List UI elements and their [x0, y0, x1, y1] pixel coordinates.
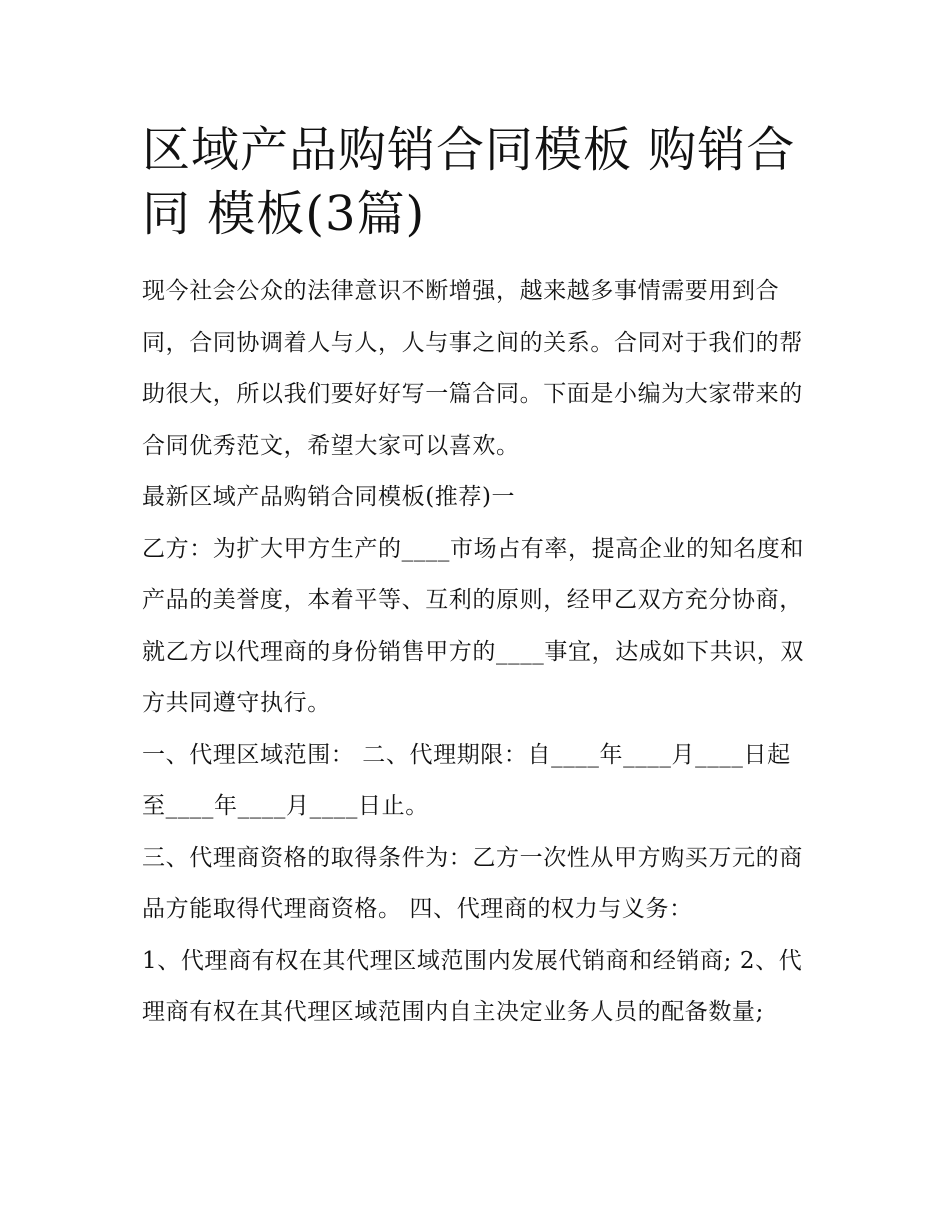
clause-paragraph: 三、代理商资格的取得条件为：乙方一次性从甲方购买万元的商品方能取得代理商资格。 四、代理商的权力与义务：: [142, 844, 803, 922]
preamble-paragraph: 乙方：为扩大甲方生产的____市场占有率，提高企业的知名度和产品的美誉度，本着平等、互利的原则，经甲乙双方充分协商，就乙方以代理商的身份销售甲方的____事宜，达成如下共识，双方共同遵守执行。: [142, 535, 804, 716]
intro-paragraph: 现今社会公众的法律意识不断增强，越来越多事情需要用到合同，合同协调着人与人，人与事之间的关系。合同对于我们的帮助很大，所以我们要好好写一篇合同。下面是小编为大家带来的合同优秀范文，希望大家可以喜欢。: [142, 278, 803, 459]
document-page: [142, 118, 814, 1039]
section-heading: 最新区域产品购销合同模板(推荐)一: [142, 484, 516, 510]
clause-paragraph: 1、代理商有权在其代理区域范围内发展代销商和经销商; 2、代理商有权在其代理区域范围内自主决定业务人员的配备数量;: [142, 947, 803, 1025]
clause-paragraph: 一、代理区域范围： 二、代理期限：自____年____月____日起至____年____月____日止。: [142, 741, 791, 819]
document-title: 区域产品购销合同模板 购销合同 模板(3篇): [142, 122, 796, 242]
